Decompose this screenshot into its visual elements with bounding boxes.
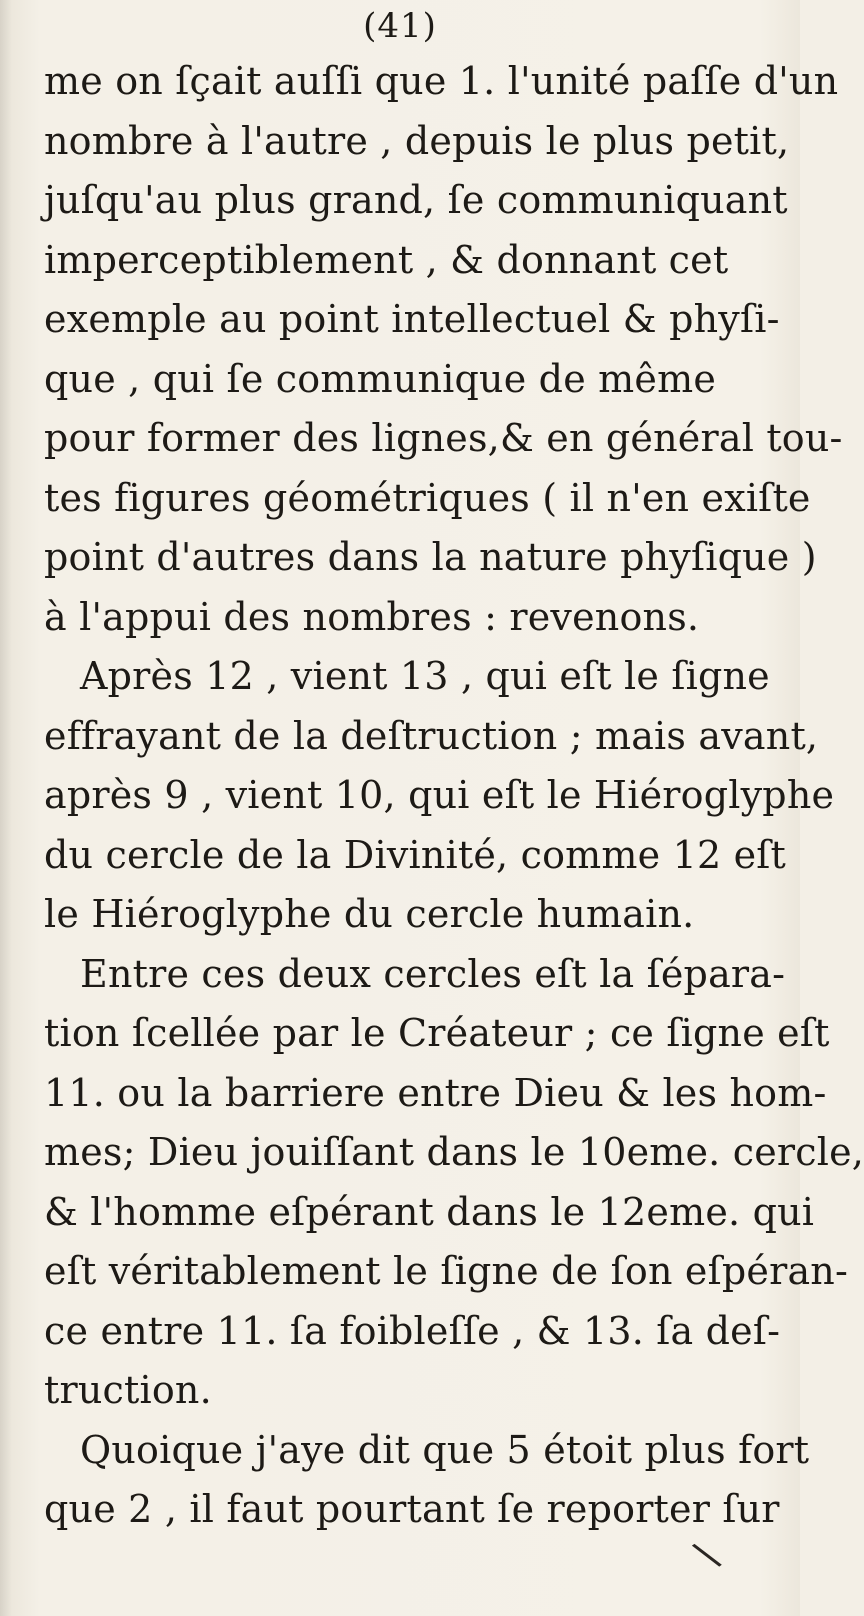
- page-number: (41): [363, 6, 437, 46]
- text-line: eſt véritablement le ſigne de ſon eſpéran-: [44, 1249, 849, 1293]
- text-line: point d'autres dans la nature phyſique ): [44, 535, 817, 579]
- text-line: tes figures géométriques ( il n'en exiſte: [44, 475, 811, 520]
- paragraph-start-line: Quoique j'aye dit que 5 étoit plus fort: [80, 1427, 810, 1472]
- paragraph-start-line: Après 12 , vient 13 , qui eſt le ſigne: [80, 654, 770, 698]
- text-line: 11. ou la barriere entre Dieu & les hom-: [44, 1070, 827, 1115]
- text-line: effrayant de la deſtruction ; mais avant,: [44, 713, 819, 758]
- text-line: juſqu'au plus grand, ſe communiquant: [44, 178, 788, 222]
- text-line: exemple au point intellectuel & phyſi-: [44, 297, 780, 341]
- body-text: [44, 52, 864, 1540]
- text-line: après 9 , vient 10, qui eſt le Hiéroglyphe: [44, 773, 835, 817]
- text-line: truction.: [44, 1368, 212, 1412]
- binding-shadow: [0, 0, 12, 1616]
- text-line: pour former des lignes,& en général tou-: [44, 416, 843, 460]
- text-line: mes; Dieu jouiſſant dans le 10eme. cercle,: [44, 1130, 864, 1174]
- text-line: & l'homme eſpérant dans le 12eme. qui: [44, 1189, 815, 1234]
- text-line: à l'appui des nombres : revenons.: [44, 594, 700, 639]
- text-line: me on ſçait auſſi que 1. l'unité paſſe d'un: [44, 59, 839, 103]
- text-line: que , qui ſe communique de même: [44, 356, 717, 401]
- stray-mark: \: [688, 1532, 726, 1578]
- text-line: ce entre 11. ſa foibleſſe , & 13. ſa deſ-: [44, 1308, 781, 1353]
- paragraph-start-line: Entre ces deux cercles eſt la ſépara-: [80, 951, 786, 996]
- text-line: imperceptiblement , & donnant cet: [44, 237, 729, 282]
- text-line: tion ſcellée par le Créateur ; ce ſigne eſt: [44, 1011, 830, 1055]
- text-line: le Hiéroglyphe du cercle humain.: [44, 892, 695, 936]
- text-line: que 2 , il faut pourtant ſe reporter ſur: [44, 1487, 780, 1531]
- text-line: du cercle de la Divinité, comme 12 eſt: [44, 832, 787, 877]
- text-line: nombre à l'autre , depuis le plus petit,: [44, 118, 790, 163]
